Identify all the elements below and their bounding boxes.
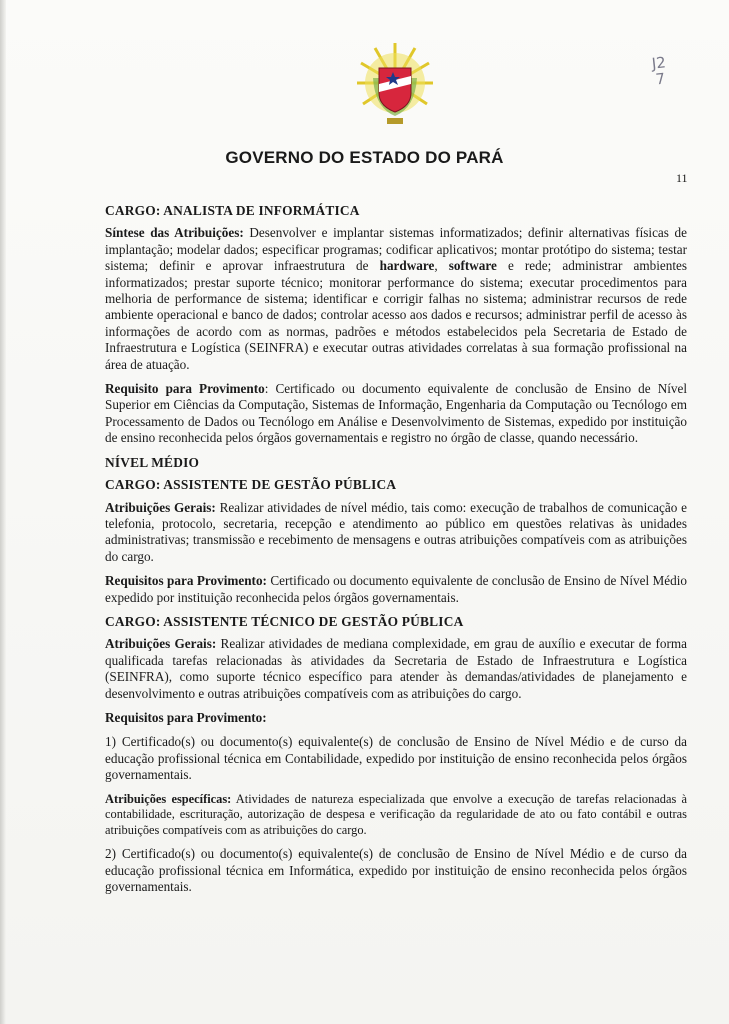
software-term: software <box>448 258 497 274</box>
handwritten-mark-line1: J2 <box>650 53 667 73</box>
requisitos-text: Certificado ou documento equivalente de conclusão de Ensino de Nível Médio expedido por instituição reconhecida pelos órgãos governamentais. <box>105 573 687 605</box>
requisito-text: : Certificado ou documento equivalente de conclusão de Ensino de Nível Superior em Ciências da Computação, Sistemas de Informação, Engenharia da Computação ou Tecnólogo em Processamento de Dados ou Tecnólogo em Análise e Desenvolvimento de Sistemas, expedido por instituição de ensino reconhecida pelos órgãos governamentais e registro no órgão de classe, quando necessário. <box>105 381 687 446</box>
sintese-label: Síntese das Atribuições: <box>105 225 244 241</box>
section-heading-assistente-tecnico: CARGO: ASSISTENTE TÉCNICO DE GESTÃO PÚBLICA <box>105 613 464 629</box>
hardware-term: hardware <box>379 258 435 274</box>
page-header-title: GOVERNO DO ESTADO DO PARÁ <box>225 148 504 167</box>
requisito-item-1: 1) Certificado(s) ou documento(s) equivalente(s) de conclusão de Ensino de Nível Médio e de curso da educação profissional técnica em Contabilidade, expedido por instituição de ensino reconhecida pelos órgãos governamentais. <box>105 734 687 783</box>
state-coat-of-arms-logo <box>355 38 435 128</box>
handwritten-mark-line2: 7 <box>654 69 667 89</box>
atribuicoes-paragraph-assistente <box>105 500 687 566</box>
atribuicoes-label-tecnico: Atribuições Gerais: <box>105 636 217 652</box>
requisitos-paragraph-assistente <box>105 573 687 606</box>
especificas-text: Atividades de natureza especializada que envolve a execução de tarefas relacionadas à contabilidade, escrituração, autorização de despesa e verificação da regularidade de ato ou fato contábil e outras atribuições compatíveis com as atribuições do cargo. <box>105 791 687 837</box>
sintese-text-b: e rede; administrar ambientes informatizados; prestar suporte técnico; monitorar performance do sistema; executar procedimentos para melhoria de performance de sistema; identificar e corrigir falhas no sistema; administrar recursos de rede ambiente operacional e banco de dados; controlar acesso aos dados e recursos; administrar perfil de acesso às informações de acordo com as normas, padrões e métodos estabelecidos pela Secretaria de Estado de Infraestrutura e Logística (SEINFRA) e executar outras atividades correlatas à sua formação profissional na área de atuação. <box>105 258 688 372</box>
document-body <box>105 203 687 904</box>
handwritten-page-mark <box>638 53 682 97</box>
atribuicoes-label: Atribuições Gerais: <box>105 499 216 515</box>
section-heading-nivel-medio: NÍVEL MÉDIO <box>105 454 200 470</box>
atribuicoes-especificas-paragraph <box>105 792 687 839</box>
atribuicoes-text-tecnico: Realizar atividades de mediana complexidade, em grau de auxílio e executar de forma qualificada tarefas relacionadas às atividades da Secretaria de Estado de Infraestrutura e Logística (SEINFRA), como suporte técnico específico para atender às demandas/atividades de planejamento e desenvolvimento e outras atribuições compatíveis com as atribuições do cargo. <box>105 636 687 701</box>
sintese-comma: , <box>434 258 449 274</box>
section-heading-assistente: CARGO: ASSISTENTE DE GESTÃO PÚBLICA <box>105 477 397 493</box>
atribuicoes-text: Realizar atividades de nível médio, tais como: execução de trabalhos de comunicação e telefonia, protocolo, secretaria, recepção e atendimento ao público em questões relativas às unidades administrativas; transmissão e recebimento de mensagens e outras atribuições compatíveis com as atribuições do cargo. <box>105 499 687 564</box>
section-heading-analista: CARGO: ANALISTA DE INFORMÁTICA <box>105 203 360 218</box>
especificas-label: Atribuições específicas: <box>105 791 232 806</box>
page-number: 11 <box>676 171 688 185</box>
atribuicoes-paragraph-tecnico <box>105 636 687 702</box>
requisitos-label-tecnico: Requisitos para Provimento: <box>105 709 267 725</box>
requisitos-heading-tecnico <box>105 710 687 726</box>
requisito-label: Requisito para Provimento <box>105 381 265 397</box>
sintese-paragraph <box>105 225 687 373</box>
requisito-item-2: 2) Certificado(s) ou documento(s) equivalente(s) de conclusão de Ensino de Nível Médio e de curso da educação profissional técnica em Informática, expedido por instituição de ensino reconhecida pelos órgãos governamentais. <box>105 846 687 895</box>
sintese-text-a: Desenvolver e implantar sistemas informatizados; definir alternativas físicas de implantação; modelar dados; especificar programas; codificar aplicativos; montar protótipo do sistema; testar sistema; definir e aprovar infraestrutura de <box>105 225 687 274</box>
requisito-paragraph-analista <box>105 381 687 447</box>
requisitos-label: Requisitos para Provimento: <box>105 573 267 589</box>
